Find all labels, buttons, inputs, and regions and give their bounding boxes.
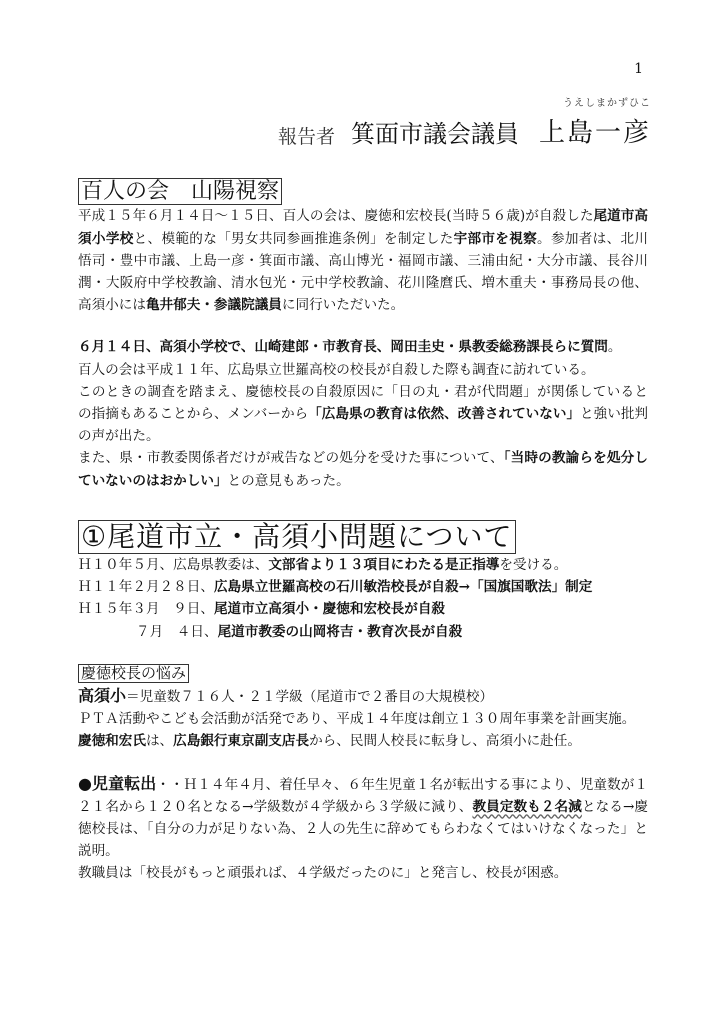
text: と、模範的な「男女共同参画推進条例」を制定した [133, 230, 454, 247]
staff-remark: 教職員は「校長がもっと頑張れば、４学級だったのに」と発言し、校長が困惑。 [78, 865, 568, 882]
text: を受ける。 [499, 556, 568, 573]
bold-text: ●児童転出 [78, 773, 157, 793]
student-transfer-paragraph [78, 773, 648, 863]
page-number: 1 [634, 61, 643, 77]
bold-text: 尾道市立高須小・慶徳和宏校長が自殺 [213, 601, 446, 618]
document-body [78, 178, 648, 885]
section-heading-worries: 慶徳校長の悩み [78, 664, 189, 683]
timeline-item [78, 576, 648, 598]
bold-text: 亀井郁夫・参議院議員 [145, 297, 282, 314]
text: 百人の会は平成１１年、広島県立世羅高校の校長が自殺した際も調査に訪れている。 [78, 361, 595, 378]
timeline [78, 554, 648, 643]
text: は、 [145, 733, 174, 750]
bold-text: 尾道市高須小学校 [78, 208, 649, 247]
reporter-name: 上島一彦 [538, 118, 651, 148]
text: との意見もあった。 [227, 472, 350, 489]
text: となる→慶徳校長は、「自分の力が足りない為、２人の先生に辞めてもらわなくてはいけなくなった」と説明。 [78, 798, 649, 860]
underlined-text: 教員定数も２名減 [472, 798, 582, 815]
reporter-line [277, 98, 651, 149]
bold-text: 高須小 [78, 685, 127, 705]
text: また、県・市教委関係者だけが戒告などの処分を受けた事について、 [78, 450, 504, 467]
text: Ｈ１１年２月２８日、 [78, 579, 214, 596]
bold-text: 文部省より１３項目にわたる是正指導 [268, 556, 500, 573]
principal-background [78, 730, 648, 752]
reporter-title: 箕面市議会議員 [350, 120, 519, 148]
pta-activity: ＰＴＡ活動やこども会活動が活発であり、平成１４年度は創立１３０周年事業を計画実施。 [78, 711, 636, 728]
text: 。参加者は、北川悟司・豊中市議、上島一彦・箕面市議、高山博光・福岡市議、三浦由紀・大分市議、長谷川潤・大阪府中学校教諭、清水包光・元中学校教諭、花川隆麿氏、増木重夫・事務局長の他、高須小には [78, 230, 649, 314]
bold-text: 宇部市を視察 [453, 230, 538, 247]
bold-text: ６月１４日、高須小学校で、山崎建郎・市教育長、岡田圭史・県教委総務課長らに質問 [78, 339, 608, 356]
bold-text: 「当時の教諭らを処分していないのはおかしい」 [78, 450, 648, 489]
bold-text: 広島銀行東京副支店長 [173, 733, 310, 750]
timeline-item [78, 621, 648, 643]
text: ・・Ｈ１４年４月、着任早々、６年生児童１名が転出する事により、児童数が１２１名から１２０名となる→学級数が４学級から３学級に減り、 [78, 776, 648, 815]
section1-paragraph-2 [78, 336, 648, 491]
text: 平成１５年６月１４日〜１５日、百人の会は、慶徳和宏校長(当時５６歳)が自殺した [78, 208, 594, 225]
text: から、民間人校長に転身し、高須小に赴任。 [309, 733, 581, 750]
section1-paragraph-1 [78, 205, 648, 316]
text: Ｈ１５年３月 ９日、 [78, 601, 214, 618]
timeline-item [78, 598, 648, 620]
text: に同行いただいた。 [281, 297, 405, 314]
reporter-name-block [538, 98, 651, 149]
text: 。 [607, 339, 622, 356]
school-summary [78, 685, 648, 708]
section-heading-hyakunin: 百人の会 山陽視察 [78, 178, 282, 205]
text: Ｈ１０年５月、広島県教委は、 [78, 556, 269, 573]
bold-text: 「広島県の教育は依然、改善されていない」 [308, 405, 581, 422]
text: このときの調査を踏まえ、慶徳校長の自殺原因に「日の丸・君が代問題」が関係しているとの指摘もあることから、メンバーから [78, 383, 648, 422]
timeline-item [78, 554, 648, 576]
reporter-label: 報告者 [277, 126, 335, 148]
text: ＝児童数７１６人・２１学級（尾道市で２番目の大規模校） [126, 688, 494, 705]
bold-text: 広島県立世羅高校の石川敏浩校長が自殺→「国旗国歌法」制定 [213, 579, 593, 596]
reporter-name-ruby: うえしまかずひこ [563, 98, 651, 109]
section-heading-takasu: ①尾道市立・高須小問題について [78, 520, 516, 554]
bold-text: 尾道市教委の山岡将吉・教育次長が自殺 [217, 623, 463, 640]
text: と強い批判の声が出た。 [78, 405, 649, 445]
bold-text: 慶徳和宏氏 [78, 733, 146, 750]
text: ７月 ４日、 [136, 623, 218, 640]
